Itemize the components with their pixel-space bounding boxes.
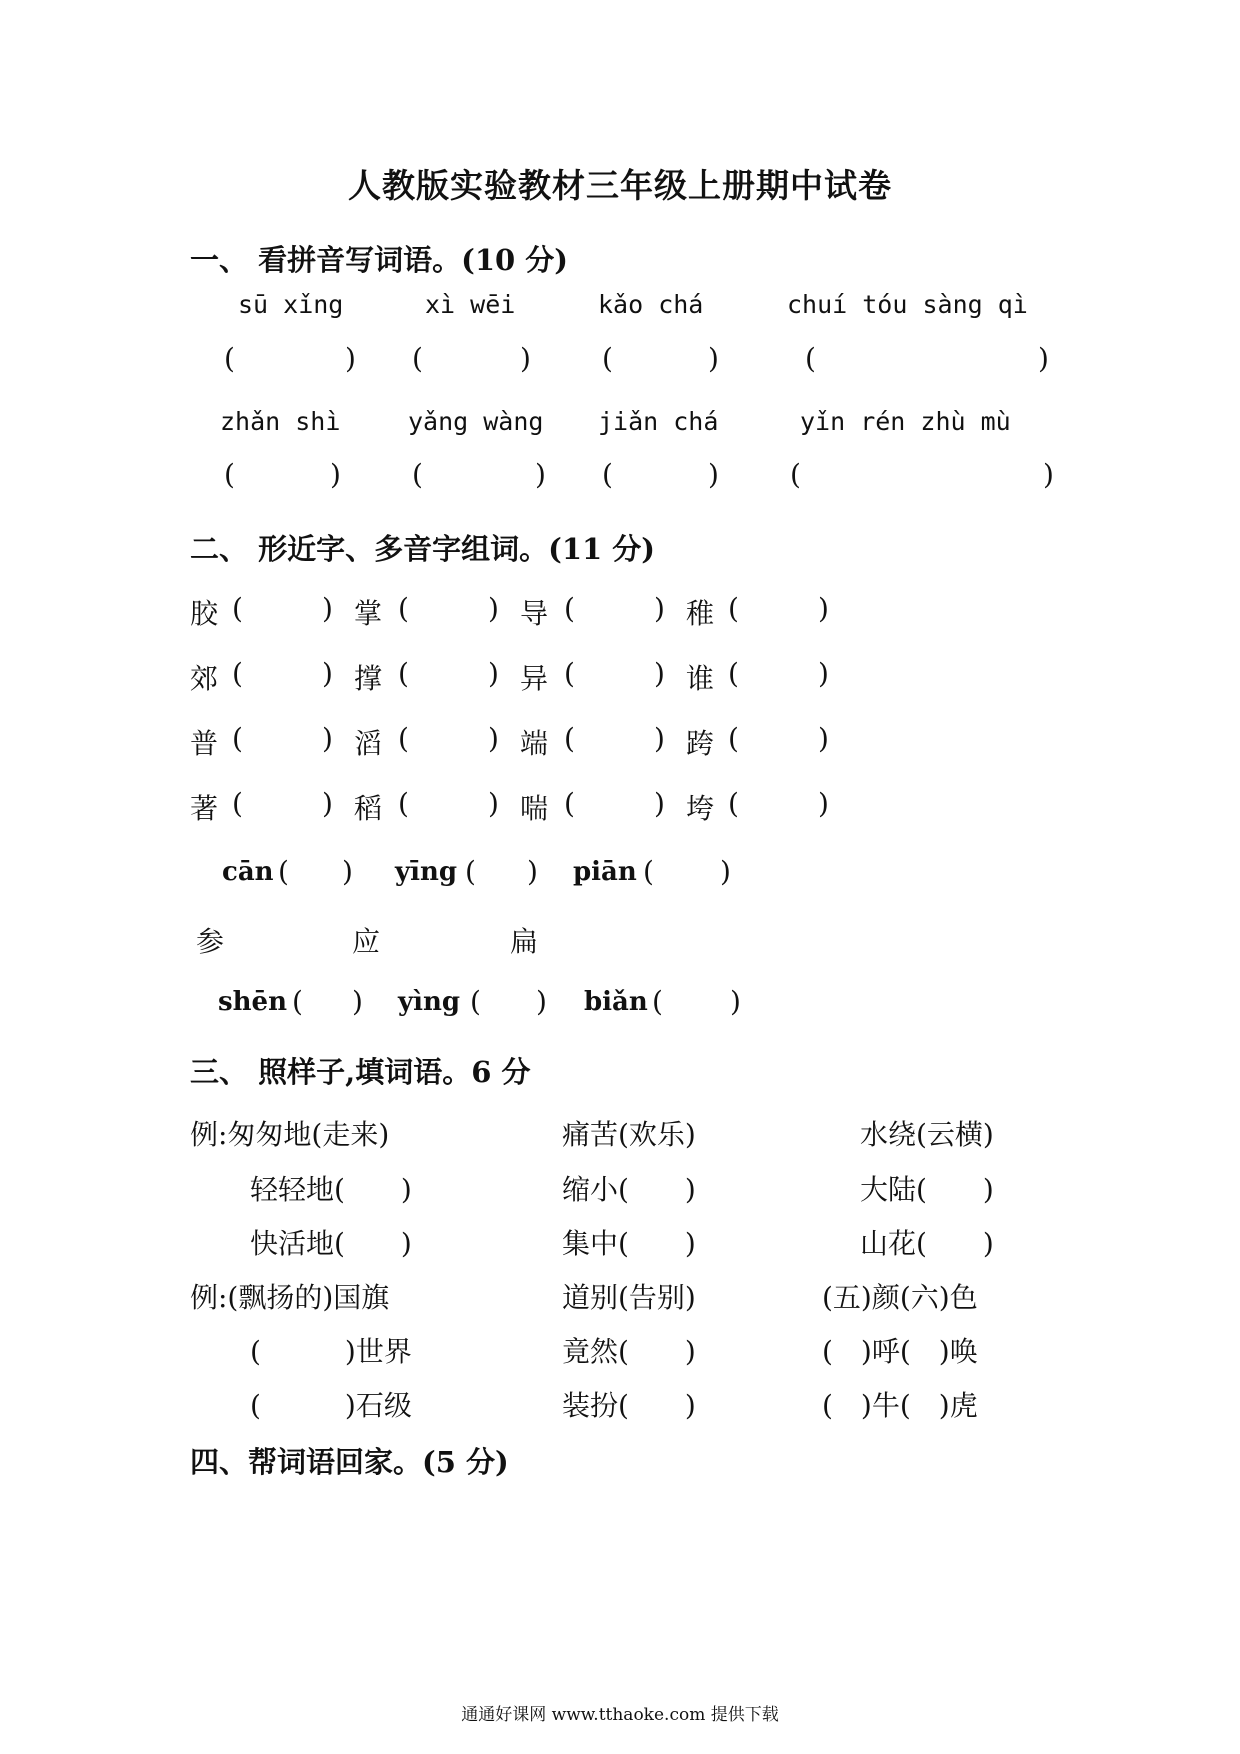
answer-paren-close: ) [708,458,719,491]
answer-paren-close: ) [818,787,829,820]
answer-paren-open: ( [564,722,575,755]
answer-paren-open: ( [728,787,739,820]
page-title: 人教版实验教材三年级上册期中试卷 [348,166,892,205]
section3-heading: 三、 照样子,填词语。6 分 [190,1055,531,1089]
answer-paren-close: ) [322,722,333,755]
section4-heading: 四、帮词语回家。(5 分) [190,1445,509,1479]
char-item: 掌 [354,597,383,630]
example-item: 道别(告别) [562,1281,696,1314]
answer-paren-open: ( [564,592,575,625]
polyphone-char: 参 [196,925,225,958]
answer-paren-close: ) [352,985,363,1018]
char-item: 滔 [354,727,383,760]
answer-paren-close: ) [342,855,353,888]
answer-paren-open: ( [470,985,481,1018]
answer-paren-open: ( [602,458,613,491]
char-item: 异 [520,662,549,695]
pinyin-item: yǐn rén zhù mù [800,407,1011,436]
answer-paren-open: ( [602,342,613,375]
pinyin-item: yǎng wàng [408,407,544,436]
fill-item: 竟然( ) [562,1335,696,1368]
char-item: 跨 [686,727,715,760]
answer-paren-open: ( [398,787,409,820]
answer-paren-close: ) [535,458,546,491]
answer-paren-close: ) [488,722,499,755]
char-item: 胶 [190,597,219,630]
answer-paren-open: ( [728,592,739,625]
answer-paren-close: ) [720,855,731,888]
polyphone-char: 应 [352,925,381,958]
polyphone-pinyin: piān [573,857,637,887]
answer-paren-close: ) [488,787,499,820]
fill-item: 集中( ) [562,1227,696,1260]
fill-item: 缩小( ) [562,1173,696,1206]
char-item: 导 [520,597,549,630]
answer-paren-open: ( [292,985,303,1018]
answer-paren-close: ) [654,592,665,625]
answer-paren-open: ( [643,855,654,888]
answer-paren-close: ) [345,342,356,375]
example-item: 水绕(云横) [860,1118,994,1151]
answer-paren-open: ( [465,855,476,888]
answer-paren-open: ( [224,342,235,375]
answer-paren-open: ( [232,787,243,820]
polyphone-pinyin: shēn [218,987,287,1017]
answer-paren-close: ) [322,657,333,690]
char-item: 著 [190,792,219,825]
answer-paren-close: ) [488,657,499,690]
answer-paren-close: ) [322,787,333,820]
char-item: 普 [190,727,219,760]
pinyin-item: xì wēi [425,290,516,319]
polyphone-pinyin: biǎn [584,987,648,1017]
answer-paren-open: ( [398,592,409,625]
answer-paren-close: ) [520,342,531,375]
polyphone-pinyin: yīng [395,857,458,887]
answer-paren-close: ) [1038,342,1049,375]
polyphone-pinyin: cān [222,857,274,887]
char-item: 谁 [686,662,715,695]
answer-paren-open: ( [652,985,663,1018]
answer-paren-open: ( [412,458,423,491]
answer-paren-close: ) [1043,458,1054,491]
pinyin-item: kǎo chá [598,290,704,319]
answer-paren-open: ( [564,787,575,820]
answer-paren-open: ( [232,657,243,690]
answer-paren-close: ) [818,592,829,625]
example-item: 痛苦(欢乐) [562,1118,696,1151]
char-item: 垮 [686,792,715,825]
fill-item: 山花( ) [860,1227,994,1260]
char-item: 撑 [354,662,383,695]
answer-paren-open: ( [805,342,816,375]
char-item: 稻 [354,792,383,825]
answer-paren-open: ( [728,722,739,755]
fill-item: 轻轻地( ) [250,1173,412,1206]
answer-paren-open: ( [398,722,409,755]
answer-paren-close: ) [818,722,829,755]
answer-paren-close: ) [818,657,829,690]
polyphone-pinyin: yìng [398,987,461,1017]
answer-paren-close: ) [527,855,538,888]
char-item: 端 [520,727,549,760]
answer-paren-open: ( [398,657,409,690]
answer-paren-close: ) [654,787,665,820]
pinyin-item: chuí tóu sàng qì [787,290,1028,319]
char-item: 稚 [686,597,715,630]
answer-paren-open: ( [564,657,575,690]
fill-item: ( )呼( )唤 [822,1335,978,1368]
char-item: 喘 [520,792,549,825]
fill-item: 装扮( ) [562,1389,696,1422]
example-item: 例:匆匆地(走来) [190,1118,390,1151]
answer-paren-close: ) [330,458,341,491]
pinyin-item: sū xǐng [238,290,344,319]
fill-item: 大陆( ) [860,1173,994,1206]
answer-paren-open: ( [412,342,423,375]
footer-text: 通通好课网 www.tthaoke.com 提供下载 [461,1705,779,1725]
pinyin-item: zhǎn shì [220,407,341,436]
example-item: (五)颜(六)色 [822,1281,978,1314]
pinyin-item: jiǎn chá [598,407,719,436]
fill-item: ( )世界 [250,1335,412,1368]
answer-paren-open: ( [232,592,243,625]
section1-heading: 一、 看拼音写词语。(10 分) [190,243,568,277]
answer-paren-close: ) [654,657,665,690]
answer-paren-open: ( [278,855,289,888]
answer-paren-close: ) [536,985,547,1018]
fill-item: ( )牛( )虎 [822,1389,978,1422]
answer-paren-close: ) [488,592,499,625]
answer-paren-close: ) [654,722,665,755]
answer-paren-open: ( [224,458,235,491]
answer-paren-open: ( [790,458,801,491]
fill-item: ( )石级 [250,1389,412,1422]
char-item: 郊 [190,662,219,695]
example-item: 例:(飘扬的)国旗 [190,1281,390,1314]
fill-item: 快活地( ) [250,1227,412,1260]
answer-paren-close: ) [322,592,333,625]
answer-paren-close: ) [730,985,741,1018]
answer-paren-open: ( [232,722,243,755]
polyphone-char: 扁 [510,925,539,958]
answer-paren-close: ) [708,342,719,375]
answer-paren-open: ( [728,657,739,690]
section2-heading: 二、 形近字、多音字组词。(11 分) [190,532,655,566]
